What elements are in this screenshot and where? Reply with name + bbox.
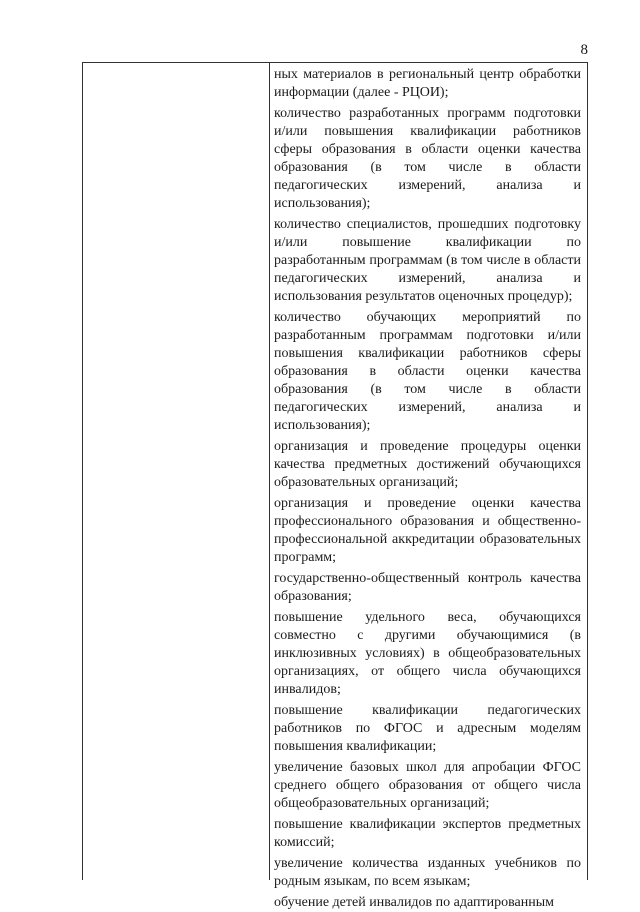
list-item: организация и проведение оценки качества профессионального образования и общественно-профессиональной аккредитации образовательных программ; (274, 496, 581, 565)
list-item: количество специалистов, прошедших подготовку и/или повышение квалификации по разработанным программам (в том числе в области педагогических измерений, анализа и использования результатов оценочных процедур); (274, 217, 581, 304)
table-right-column (270, 63, 587, 910)
list-item: повышение удельного веса, обучающихся совместно с другими обучающимися (в инклюзивных условиях) в общеобразовательных организациях, от общего числа обучающихся инвалидов; (274, 610, 581, 697)
list-item: увеличение базовых школ для апробации ФГОС среднего общего образования от общего числа общеобразовательных организаций; (274, 760, 581, 811)
list-item: количество обучающих мероприятий по разработанным программам подготовки и/или повышения квалификации работников сферы образования в области оценки качества образования (в том числе в области педагогических измерений, анализа и использования); (274, 310, 581, 433)
list-item: обучение детей инвалидов по адаптированным (274, 895, 555, 910)
list-item: повышение квалификации экспертов предметных комиссий; (274, 817, 581, 850)
content-table (82, 62, 588, 910)
list-item: государственно-общественный контроль качества образования; (274, 571, 581, 604)
list-item: количество разработанных программ подготовки и/или повышения квалификации работников сферы образования в области оценки качества образования (в том числе в области педагогических измерений, анализа и использования); (274, 106, 581, 211)
list-item: ных материалов в региональный центр обработки информации (далее - РЦОИ); (274, 67, 581, 100)
list-item: увеличение количества изданных учебников по родным языкам, по всем языкам; (274, 856, 581, 889)
list-item: организация и проведение процедуры оценки качества предметных достижений обучающихся образовательных организаций; (274, 439, 581, 490)
table-left-column (83, 63, 270, 880)
page-number: 8 (580, 42, 588, 58)
list-item: повышение квалификации педагогических работников по ФГОС и адресным моделям повышения квалификации; (274, 703, 581, 754)
